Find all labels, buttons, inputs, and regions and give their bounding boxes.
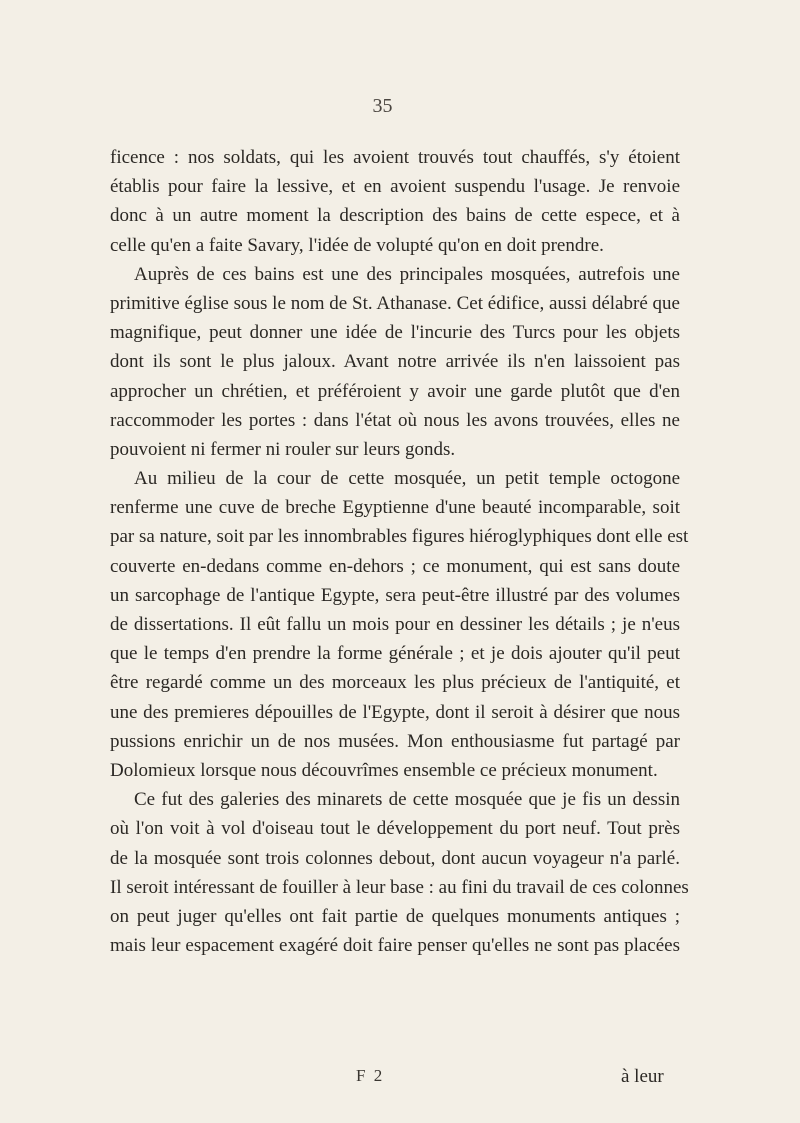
page-number: 35 [372,95,393,117]
catchword: à leur [621,1066,664,1087]
text-line: Ce fut des galeries des minarets de cette mosquée que je fis un dessin [134,789,680,811]
text-line: approcher un chrétien, et préféroient y avoir une garde plutôt que d'en [110,380,680,402]
text-line: être regardé comme un des morceaux les plus précieux de l'antiquité, et [110,672,680,694]
text-line: dont ils sont le plus jaloux. Avant notre arrivée ils n'en laissoient pas [110,351,680,373]
text-line: pussions enrichir un de nos musées. Mon enthousiasme fut partagé par [110,730,680,752]
text-line: mais leur espacement exagéré doit faire penser qu'elles ne sont pas placées [110,935,680,957]
text-line: raccommoder les portes : dans l'état où nous les avons trouvées, elles ne [110,409,680,431]
text-line: on peut juger qu'elles ont fait partie de quelques monuments antiques ; [110,905,680,927]
page-footer [0,1066,800,1096]
text-line: pouvoient ni fermer ni rouler sur leurs gonds. [110,438,456,460]
text-line: primitive église sous le nom de St. Athanase. Cet édifice, aussi délabré que [110,292,680,314]
text-line: celle qu'en a faite Savary, l'idée de volupté qu'on en doit prendre. [110,234,604,256]
body-text [110,143,689,960]
text-line: où l'on voit à vol d'oiseau tout le développement du port neuf. Tout près [110,818,680,840]
text-line: Au milieu de la cour de cette mosquée, un petit temple octogone [134,468,680,490]
text-line: Dolomieux lorsque nous découvrîmes ensemble ce précieux monument. [110,759,658,781]
text-line: ficence : nos soldats, qui les avoient trouvés tout chauffés, s'y étoient [110,147,680,168]
text-line: une des premieres dépouilles de l'Egypte, dont il seroit à désirer que nous [110,701,680,723]
text-line: renferme une cuve de breche Egyptienne d'une beauté incomparable, soit [110,497,680,519]
text-line: couverte en-dedans comme en-dehors ; ce monument, qui est sans doute [110,555,680,577]
text-line: par sa nature, soit par les innombrables figures hiéroglyphiques dont elle est [110,526,689,548]
text-line: Il seroit intéressant de fouiller à leur base : au fini du travail de ces colonnes [110,876,689,898]
text-line: Auprès de ces bains est une des principales mosquées, autrefois une [134,263,680,285]
text-line: de la mosquée sont trois colonnes debout, dont aucun voyageur n'a parlé. [110,847,680,869]
text-line: que le temps d'en prendre la forme générale ; et je dois ajouter qu'il peut [110,643,680,665]
signature-mark: F 2 [356,1066,385,1085]
text-line: établis pour faire la lessive, et en avoient suspendu l'usage. Je renvoie [110,176,680,198]
text-line: de dissertations. Il eût fallu un mois pour en dessiner les détails ; je n'eus [110,614,680,635]
text-line: magnifique, peut donner une idée de l'incurie des Turcs pour les objets [110,322,680,344]
text-line: un sarcophage de l'antique Egypte, sera peut-être illustré par des volumes [110,584,680,606]
text-line: donc à un autre moment la description des bains de cette espece, et à [110,205,680,227]
